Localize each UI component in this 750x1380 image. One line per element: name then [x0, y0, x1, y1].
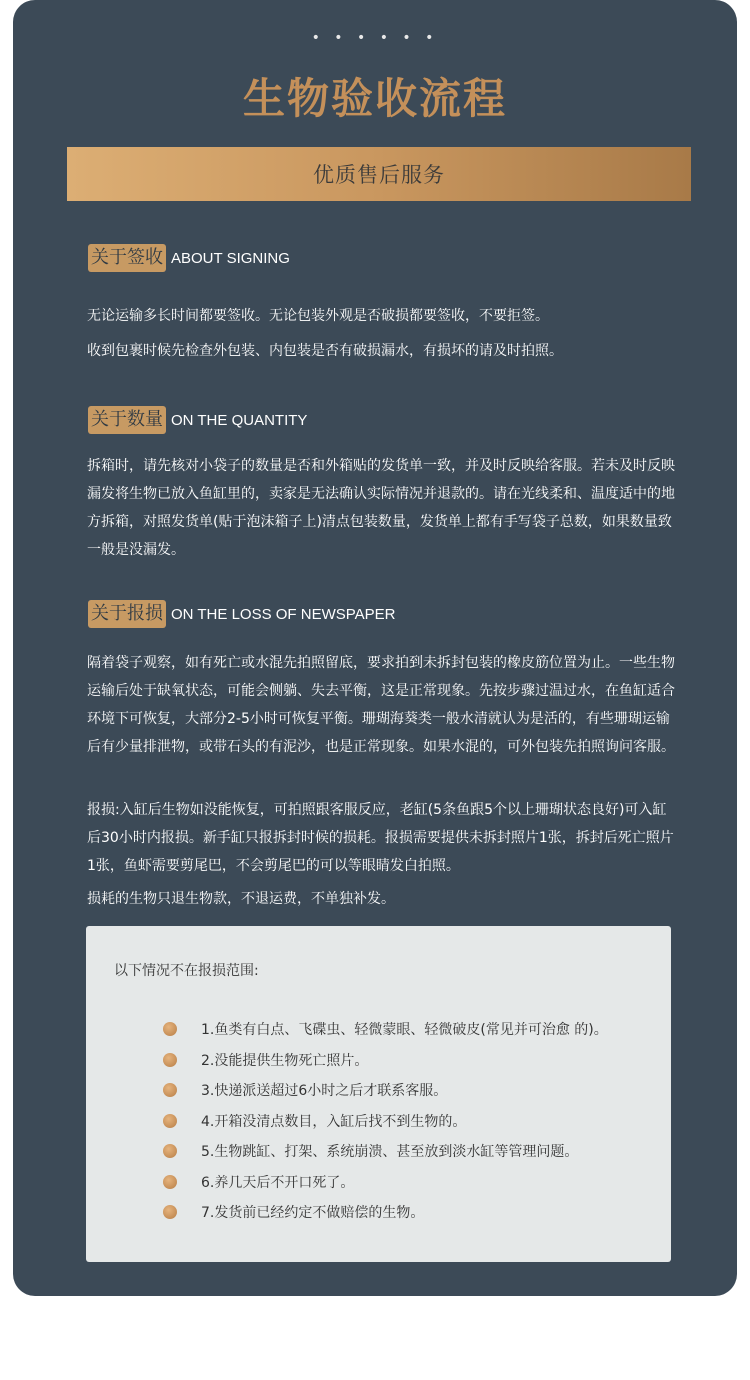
section-tag: 关于签收: [88, 244, 166, 272]
list-item: [163, 1106, 608, 1137]
list-item-text: 1.鱼类有白点、飞碟虫、轻微蒙眼、轻微破皮(常见并可治愈 的)。: [201, 1022, 608, 1039]
list-item-text: 5.生物跳缸、打架、系统崩溃、甚至放到淡水缸等管理问题。: [201, 1144, 579, 1161]
bullet-dot-icon: [163, 1083, 177, 1097]
notice-title: 以下情况不在报损范围:: [114, 963, 259, 979]
content-card: [13, 0, 737, 1296]
list-item-text: 3.快递派送超过6小时之后才联系客服。: [201, 1083, 448, 1100]
exclusion-notice-box: [86, 926, 671, 1262]
list-item: [163, 1014, 608, 1045]
bullet-dot-icon: [163, 1053, 177, 1067]
section-quantity-header: [88, 406, 307, 434]
bullet-dot-icon: [163, 1175, 177, 1189]
signing-paragraph-1: 无论运输多长时间都要签收。无论包装外观是否破损都要签收，不要拒签。: [87, 308, 549, 324]
section-loss-header: [88, 600, 396, 628]
loss-paragraph-2: 报损:入缸后生物如没能恢复，可拍照跟客服反应，老缸(5条鱼跟5个以上珊瑚状态良好)可入缸后30小时内报损。新手缸只报拆封时候的损耗。报损需要提供未拆封照片1张，拆封后死亡照片1张，鱼虾需要剪尾巴，不会剪尾巴的可以等眼睛发白拍照。: [87, 802, 674, 874]
bullet-dot-icon: [163, 1205, 177, 1219]
service-banner: [67, 147, 691, 201]
loss-paragraph-1: 隔着袋子观察，如有死亡或水混先拍照留底，要求拍到未拆封包装的橡皮筋位置为止。一些生物运输后处于缺氧状态，可能会侧躺、失去平衡，这是正常现象。先按步骤过温过水，在鱼缸适合环境下可恢复，大部分2-5小时可恢复平衡。珊瑚海葵类一般水清就认为是活的，有些珊瑚运输后有少量排泄物，或带石头的有泥沙，也是正常现象。如果水混的，可外包装先拍照询问客服。: [87, 655, 675, 755]
list-item-text: 7.发货前已经约定不做赔偿的生物。: [201, 1205, 425, 1222]
list-item: [163, 1045, 608, 1076]
loss-paragraph-3: 损耗的生物只退生物款，不退运费，不单独补发。: [87, 891, 395, 907]
list-item: [163, 1197, 608, 1228]
quantity-paragraph: 拆箱时，请先核对小袋子的数量是否和外箱贴的发货单一致，并及时反映给客服。若未及时反映漏发将生物已放入鱼缸里的，卖家是无法确认实际情况并退款的。请在光线柔和、温度适中的地方拆箱，对照发货单(贴于泡沫箱子上)清点包装数量，发货单上都有手写袋子总数，如果数量致一般是没漏发。: [87, 458, 675, 558]
section-signing-header: [88, 244, 290, 272]
list-item: [163, 1136, 608, 1167]
list-item: [163, 1167, 608, 1198]
list-item: [163, 1075, 608, 1106]
decorative-dots: • • • • • •: [311, 30, 439, 46]
section-tag: 关于数量: [88, 406, 166, 434]
exclusion-list: [163, 1014, 608, 1228]
signing-paragraph-2: 收到包裹时候先检查外包装、内包装是否有破损漏水，有损坏的请及时拍照。: [87, 343, 563, 359]
list-item-text: 6.养几天后不开口死了。: [201, 1174, 355, 1191]
list-item-text: 2.没能提供生物死亡照片。: [201, 1052, 369, 1069]
bullet-dot-icon: [163, 1022, 177, 1036]
section-english-label: ON THE QUANTITY: [171, 411, 308, 429]
section-english-label: ON THE LOSS OF NEWSPAPER: [171, 605, 396, 623]
section-tag: 关于报损: [88, 600, 166, 628]
banner-label: 优质售后服务: [313, 163, 445, 187]
bullet-dot-icon: [163, 1144, 177, 1158]
page-title: 生物验收流程: [242, 74, 507, 123]
list-item-text: 4.开箱没清点数目，入缸后找不到生物的。: [201, 1113, 467, 1130]
section-english-label: ABOUT SIGNING: [171, 249, 290, 267]
bullet-dot-icon: [163, 1114, 177, 1128]
